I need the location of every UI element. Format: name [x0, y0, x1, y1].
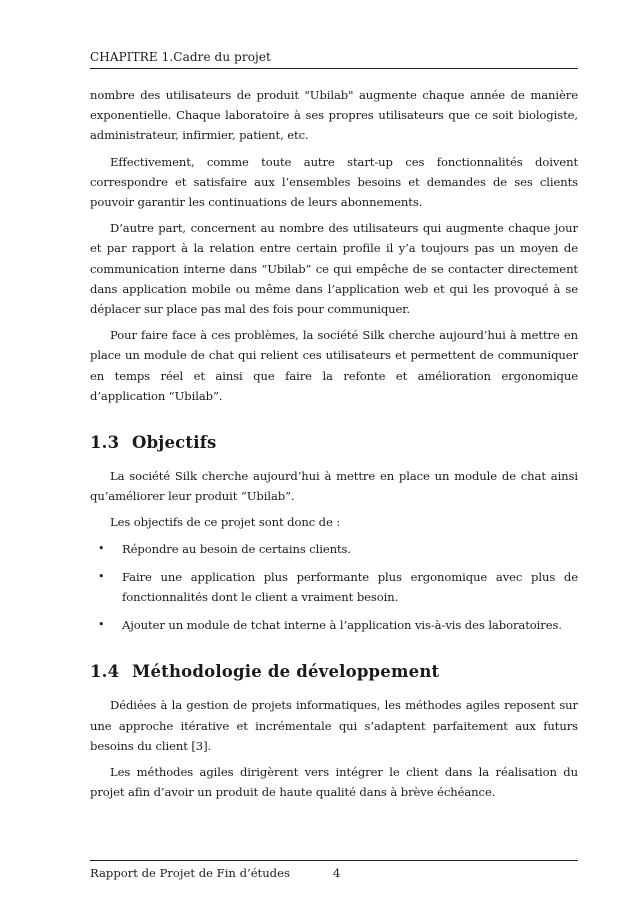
section-title: Méthodologie de développement: [132, 662, 440, 682]
bullet-icon: •: [98, 618, 105, 632]
list-item-text: Ajouter un module de tchat interne à l’application vis-à-vis des laboratoires.: [122, 618, 562, 633]
paragraph-intro-3: D’autre part, concernent au nombre des utilisateurs qui augmente chaque jour et par rapport à la relation entre certain profile il y’a toujours pas un moyen de communication interne dans “Ubilab” ce qui empêche de se contacter directement dans application mobile ou même dans l’application web et qui les provoqué à se déplacer sur place pas mal des fois pour communiquer.: [90, 221, 578, 317]
paragraph-intro-1: nombre des utilisateurs de produit "Ubilab" augmente chaque année de manière exponentielle. Chaque laboratoire à ses propres utilisateurs que ce soit biologiste, administrateur, infirmier, patient, etc.: [90, 88, 578, 143]
footer-text: Rapport de Projet de Fin d’études: [90, 866, 290, 880]
list-item: [90, 615, 578, 635]
section-number: 1.4: [90, 662, 120, 682]
section-title: Objectifs: [132, 433, 217, 453]
list-item: [90, 539, 578, 559]
paragraph-methodologie-1: Dédiées à la gestion de projets informatiques, les méthodes agiles reposent sur une approche itérative et incrémentale qui s’adaptent parfaitement aux futurs besoins du client [3].: [90, 698, 578, 753]
objectives-list: [90, 539, 578, 636]
bullet-icon: •: [98, 541, 105, 555]
paragraph-methodologie-2: Les méthodes agiles dirigèrent vers intégrer le client dans la réalisation du projet afin d’avoir un produit de haute qualité dans à brève échéance.: [90, 765, 578, 800]
page-number: 4: [333, 866, 341, 880]
section-heading-methodologie: [90, 661, 578, 683]
section-heading-objectifs: [90, 432, 578, 454]
running-footer: [90, 866, 578, 880]
header-rule: [90, 68, 578, 69]
list-item: [90, 567, 578, 607]
paragraph-intro-2: Effectivement, comme toute autre start-up ces fonctionnalités doivent correspondre et satisfaire aux l’ensembles besoins et demandes de ses clients pouvoir garantir les continuations de leurs abonnements.: [90, 154, 578, 210]
paragraph-objectifs-2: Les objectifs de ce projet sont donc de :: [110, 515, 341, 530]
running-header: CHAPITRE 1.Cadre du projet: [90, 50, 271, 64]
bullet-icon: •: [98, 569, 105, 583]
page-body: [90, 85, 578, 808]
paragraph-objectifs-1: La société Silk cherche aujourd’hui à mettre en place un module de chat ainsi qu’améliorer leur produit “Ubilab”.: [90, 469, 578, 504]
list-item-text: Répondre au besoin de certains clients.: [122, 541, 351, 556]
list-item-text: Faire une application plus performante plus ergonomique avec plus de fonctionnalités dont le client a vraiment besoin.: [122, 569, 578, 605]
section-number: 1.3: [90, 433, 120, 453]
footer-rule: [90, 860, 578, 861]
paragraph-intro-4: Pour faire face à ces problèmes, la société Silk cherche aujourd’hui à mettre en place un module de chat qui relient ces utilisateurs et permettent de communiquer en temps réel et ainsi que faire la refonte et amélioration ergonomique d’application “Ubilab”.: [90, 328, 578, 403]
